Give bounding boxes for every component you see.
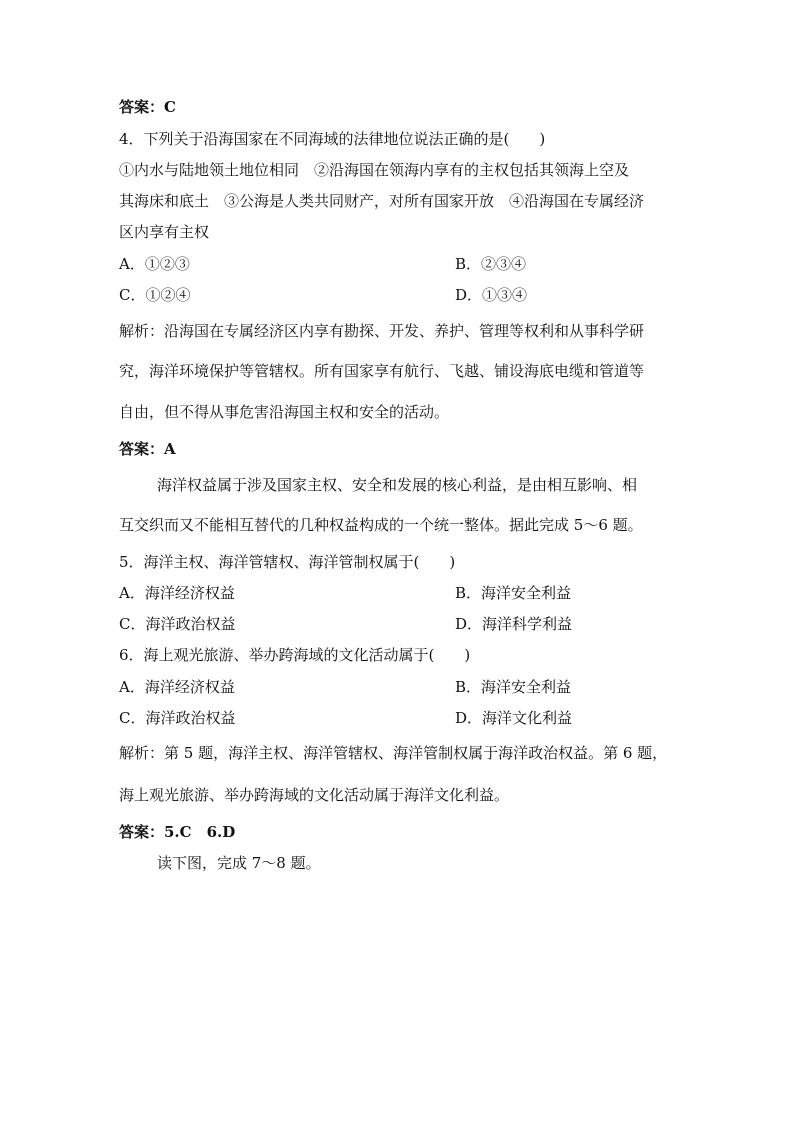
question-6-option-c: C．海洋政治权益 (119, 709, 236, 727)
question-5-stem: 5．海洋主权、海洋管辖权、海洋管制权属于( ) (119, 553, 456, 571)
questions-5-6-explanation-line: 海上观光旅游、举办跨海域的文化活动属于海洋文化利益。 (119, 786, 510, 804)
passage-intro-line: 海洋权益属于涉及国家主权、安全和发展的核心利益，是由相互影响、相 (157, 476, 638, 494)
question-4-option-d: D．①③④ (455, 286, 528, 304)
question-4-statement-line: 区内享有主权 (119, 223, 210, 241)
question-6-stem: 6．海上观光旅游、举办跨海域的文化活动属于( ) (119, 646, 471, 664)
question-4-explanation-line: 究，海洋环境保护等管辖权。所有国家享有航行、飞越、铺设海底电缆和管道等 (119, 362, 645, 380)
question-4-option-a: A．①②③ (119, 255, 190, 273)
question-4-explanation-line: 自由，但不得从事危害沿海国主权和安全的活动。 (119, 403, 450, 421)
question-4-option-b: B．②③④ (455, 255, 527, 273)
question-4-stem: 4．下列关于沿海国家在不同海域的法律地位说法正确的是( ) (119, 130, 546, 148)
question-5-option-b: B．海洋安全利益 (455, 584, 572, 602)
questions-5-6-explanation-line: 解析：第 5 题，海洋主权、海洋管辖权、海洋管制权属于海洋政治权益。第 6 题， (119, 744, 668, 762)
question-5-option-d: D．海洋科学利益 (455, 615, 573, 633)
question-4-explanation-line: 解析：沿海国在专属经济区内享有勘探、开发、养护、管理等权利和从事科学研 (119, 322, 645, 340)
answer-q4: 答案：A (119, 440, 176, 458)
question-6-option-d: D．海洋文化利益 (455, 709, 573, 727)
question-6-option-b: B．海洋安全利益 (455, 678, 572, 696)
question-4-statement-line: ①内水与陆地领土地位相同 ②沿海国在领海内享有的主权包括其领海上空及 (119, 161, 630, 179)
figure-instruction: 读下图，完成 7～8 题。 (157, 854, 321, 872)
question-4-statement-line: 其海床和底土 ③公海是人类共同财产，对所有国家开放 ④沿海国在专属经济 (119, 192, 645, 210)
passage-intro-line: 互交织而又不能相互替代的几种权益构成的一个统一整体。据此完成 5～6 题。 (119, 516, 643, 534)
answer-q3: 答案：C (119, 98, 176, 116)
question-4-option-c: C．①②④ (119, 286, 191, 304)
question-5-option-c: C．海洋政治权益 (119, 615, 236, 633)
question-5-option-a: A．海洋经济权益 (119, 584, 235, 602)
question-6-option-a: A．海洋经济权益 (119, 678, 235, 696)
answer-q5-q6: 答案：5.C 6.D (119, 823, 236, 841)
